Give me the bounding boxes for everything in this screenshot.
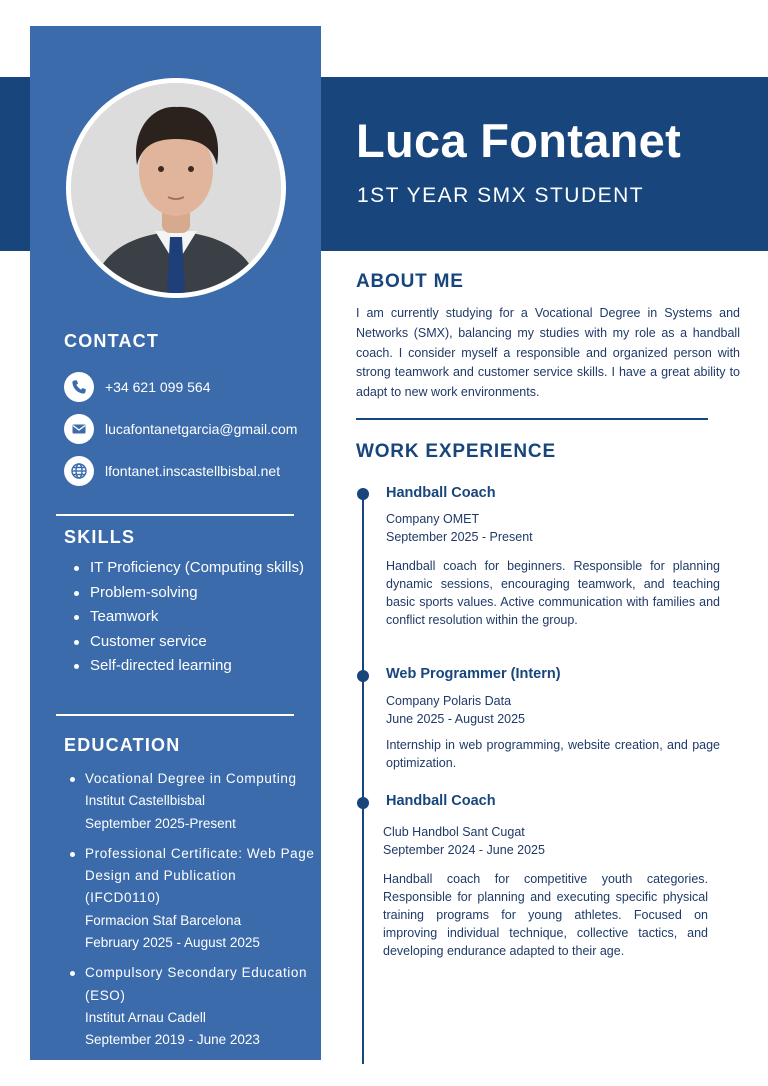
candidate-name: Luca Fontanet [356, 114, 682, 167]
education-dates: September 2025-Present [85, 815, 236, 831]
skill-item: Customer service [64, 630, 304, 655]
email-icon [64, 414, 94, 444]
contact-heading: CONTACT [64, 331, 160, 351]
job-title: Web Programmer (Intern) [386, 666, 561, 682]
contact-website: lfontanet.inscastellbisbal.net [105, 463, 281, 479]
skill-item: IT Proficiency (Computing skills) [64, 556, 304, 581]
person-portrait-icon [71, 83, 281, 293]
experience-heading: WORK EXPERIENCE [356, 441, 556, 462]
contact-email-row[interactable] [64, 414, 297, 444]
globe-icon [64, 456, 94, 486]
job-dates: September 2024 - June 2025 [383, 843, 545, 857]
contact-phone-row[interactable] [64, 372, 211, 402]
education-dates: September 2019 - June 2023 [85, 1032, 260, 1048]
job-company: Company OMET [386, 512, 480, 526]
job-description: Handball coach for beginners. Responsible for planning dynamic sessions, encouraging teamwork, and teaching basic sports values. Active communication with families and conflict resolution within the group. [386, 559, 720, 627]
job-company: Company Polaris Data [386, 694, 512, 708]
job-description: Handball coach for competitive youth categories. Responsible for planning and executing specific physical training programs for young athletes. Focused on improving individual technique, collective tactics, and developing endurance adapted to their age. [383, 872, 708, 958]
job-entry [386, 485, 720, 629]
education-school: Formacion Staf Barcelona [85, 912, 242, 928]
sidebar-divider [56, 714, 294, 716]
timeline-line [362, 494, 364, 1064]
timeline-dot [357, 797, 369, 809]
education-heading: EDUCATION [64, 735, 181, 755]
timeline-dot [357, 488, 369, 500]
job-title: Handball Coach [386, 485, 496, 501]
candidate-role: 1ST YEAR SMX STUDENT [357, 184, 645, 207]
sidebar [30, 26, 321, 1060]
skill-item: Problem-solving [64, 581, 304, 606]
education-school: Institut Castellbisbal [85, 793, 206, 809]
education-title: Compulsory Secondary Education (ESO) [85, 965, 308, 1003]
timeline-dot [357, 670, 369, 682]
education-dates: February 2025 - August 2025 [85, 935, 260, 951]
education-title: Professional Certificate: Web Page Design and Publication (IFCD0110) [85, 845, 315, 906]
sidebar-divider [56, 514, 294, 516]
job-description: Internship in web programming, website creation, and page optimization. [386, 738, 720, 770]
job-entry-details [383, 823, 708, 960]
about-text: I am currently studying for a Vocational Degree in Systems and Networks (SMX), balancing my studies with my role as a handball coach. I consider myself a responsible and organized person with strong teamwork and customer service skills. I have a great ability to adapt to new work environments. [356, 306, 740, 400]
job-company: Club Handbol Sant Cugat [383, 825, 525, 839]
phone-icon [64, 372, 94, 402]
contact-email: lucafontanetgarcia@gmail.com [105, 421, 298, 437]
education-item [64, 843, 316, 954]
education-item [64, 962, 316, 1051]
job-dates: June 2025 - August 2025 [386, 712, 526, 726]
job-entry [386, 793, 720, 809]
skills-list [64, 556, 304, 679]
profile-photo [71, 83, 281, 293]
education-item [64, 768, 316, 835]
job-title: Handball Coach [386, 793, 496, 809]
profile-photo-frame [66, 78, 286, 298]
education-school: Institut Arnau Cadell [85, 1009, 206, 1025]
education-title: Vocational Degree in Computing [85, 771, 297, 786]
skill-item: Self-directed learning [64, 654, 304, 679]
job-dates: September 2025 - Present [386, 530, 533, 544]
skills-heading: SKILLS [64, 527, 136, 547]
section-divider [356, 418, 708, 420]
education-list [64, 768, 316, 1060]
contact-phone: +34 621 099 564 [105, 379, 211, 395]
about-heading: ABOUT ME [356, 271, 464, 292]
skill-item: Teamwork [64, 605, 304, 630]
job-entry [386, 666, 720, 772]
contact-website-row[interactable] [64, 456, 280, 486]
